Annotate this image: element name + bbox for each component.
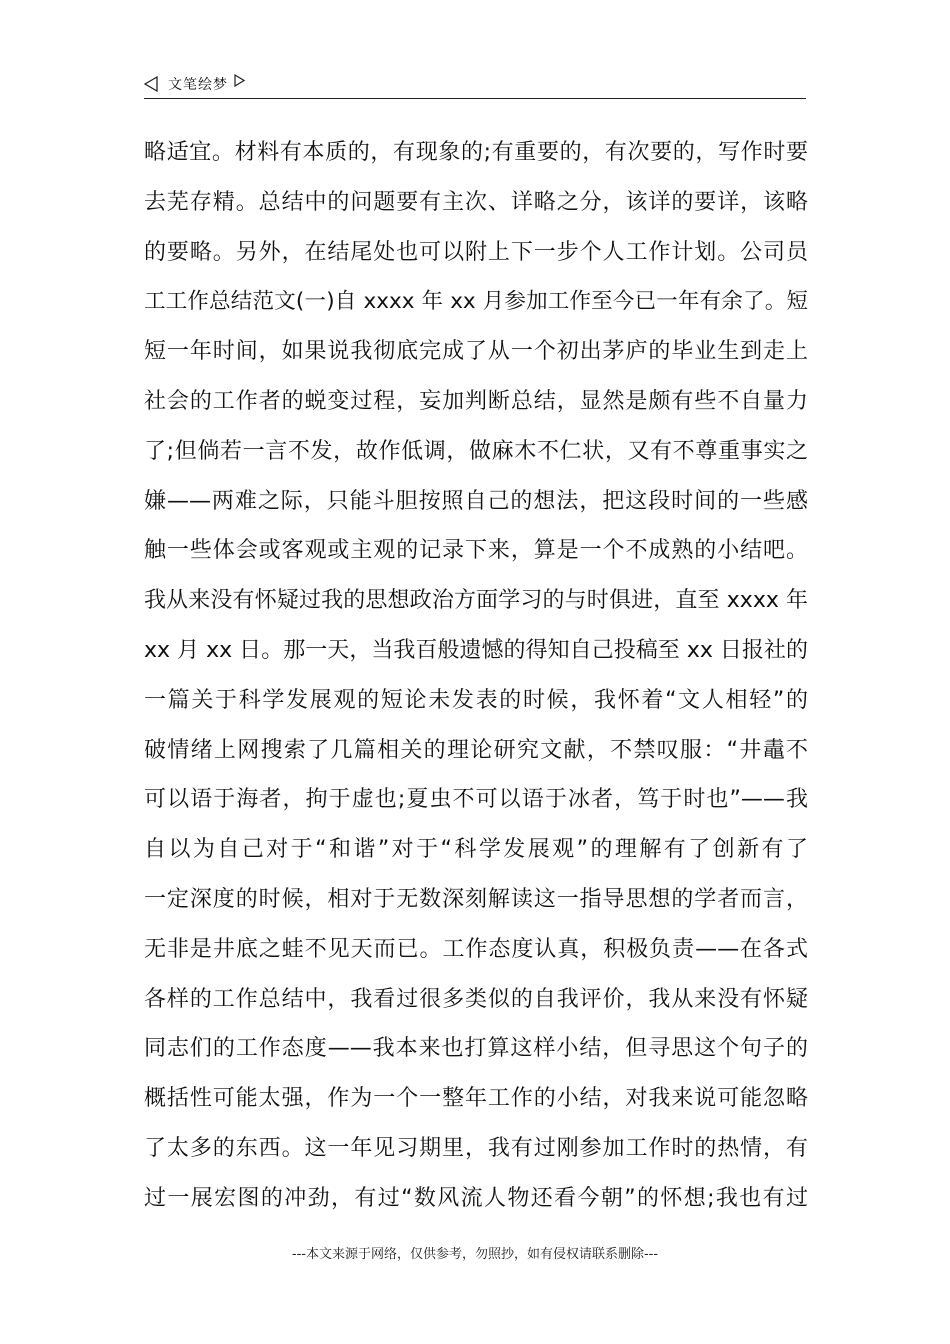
text-line: xx 月 xx 日。那一天，当我百般遗憾的得知自己投稿至 xx 日报社的 [144,637,808,663]
text-line: 了太多的东西。这一年见习期里，我有过刚参加工作时的热情，有 [144,1135,808,1161]
text-line: 同志们的工作态度——我本来也打算这样小结，但寻思这个句子的 [144,1036,808,1062]
text-line: 的要略。另外，在结尾处也可以附上下一步个人工作计划。公司员 [144,239,808,265]
text-line: 破情绪上网搜索了几篇相关的理论研究文献，不禁叹服：“井鼃不 [144,737,808,763]
text-line: 了;但倘若一言不发，故作低调，做麻木不仁状，又有不尊重事实之 [144,438,808,464]
triangle-right-outline-icon [234,74,245,87]
text-line: 各样的工作总结中，我看过很多类似的自我评价，我从来没有怀疑 [144,986,808,1012]
text-line: 工工作总结范文(一)自 xxxx 年 xx 月参加工作至今已一年有余了。短 [144,289,808,315]
brand-title: 文笔绘梦 [168,77,228,93]
text-line: 略适宜。材料有本质的，有现象的;有重要的，有次要的，写作时要 [144,140,808,165]
text-line: 社会的工作者的蜕变过程，妄加判断总结，显然是颇有些不自量力 [144,388,808,414]
page-footer: ---本文来源于网络，仅供参考，勿照抄，如有侵权请联系删除--- [291,1247,659,1262]
text-line: 一篇关于科学发展观的短论未发表的时候，我怀着“文人相轻”的 [144,687,808,713]
text-line: 无非是井底之蛙不见天而已。工作态度认真，积极负责——在各式 [144,936,808,962]
triangle-left-outline-icon [144,76,158,92]
page-header [144,72,806,99]
document-body [144,128,808,1224]
text-line: 去芜存精。总结中的问题要有主次、详略之分，该详的要详，该略 [144,189,808,215]
text-line: 嫌——两难之际，只能斗胆按照自己的想法，把这段时间的一些感 [144,488,808,514]
text-line: 一定深度的时候，相对于无数深刻解读这一指导思想的学者而言， [144,886,808,912]
text-line: 短一年时间，如果说我彻底完成了从一个初出茅庐的毕业生到走上 [144,339,808,365]
text-line: 触一些体会或客观或主观的记录下来，算是一个不成熟的小结吧。 [144,538,808,564]
text-line: 过一展宏图的冲劲，有过“数风流人物还看今朝”的怀想;我也有过 [144,1185,808,1211]
text-line: 可以语于海者，拘于虚也;夏虫不可以语于冰者，笃于时也”——我 [144,787,808,813]
text-line: 我从来没有怀疑过我的思想政治方面学习的与时俱进，直至 xxxx 年 [144,588,808,614]
text-line: 自以为自己对于“和谐”对于“科学发展观”的理解有了创新有了 [144,837,808,863]
text-line: 概括性可能太强，作为一个一整年工作的小结，对我来说可能忽略 [144,1086,808,1112]
